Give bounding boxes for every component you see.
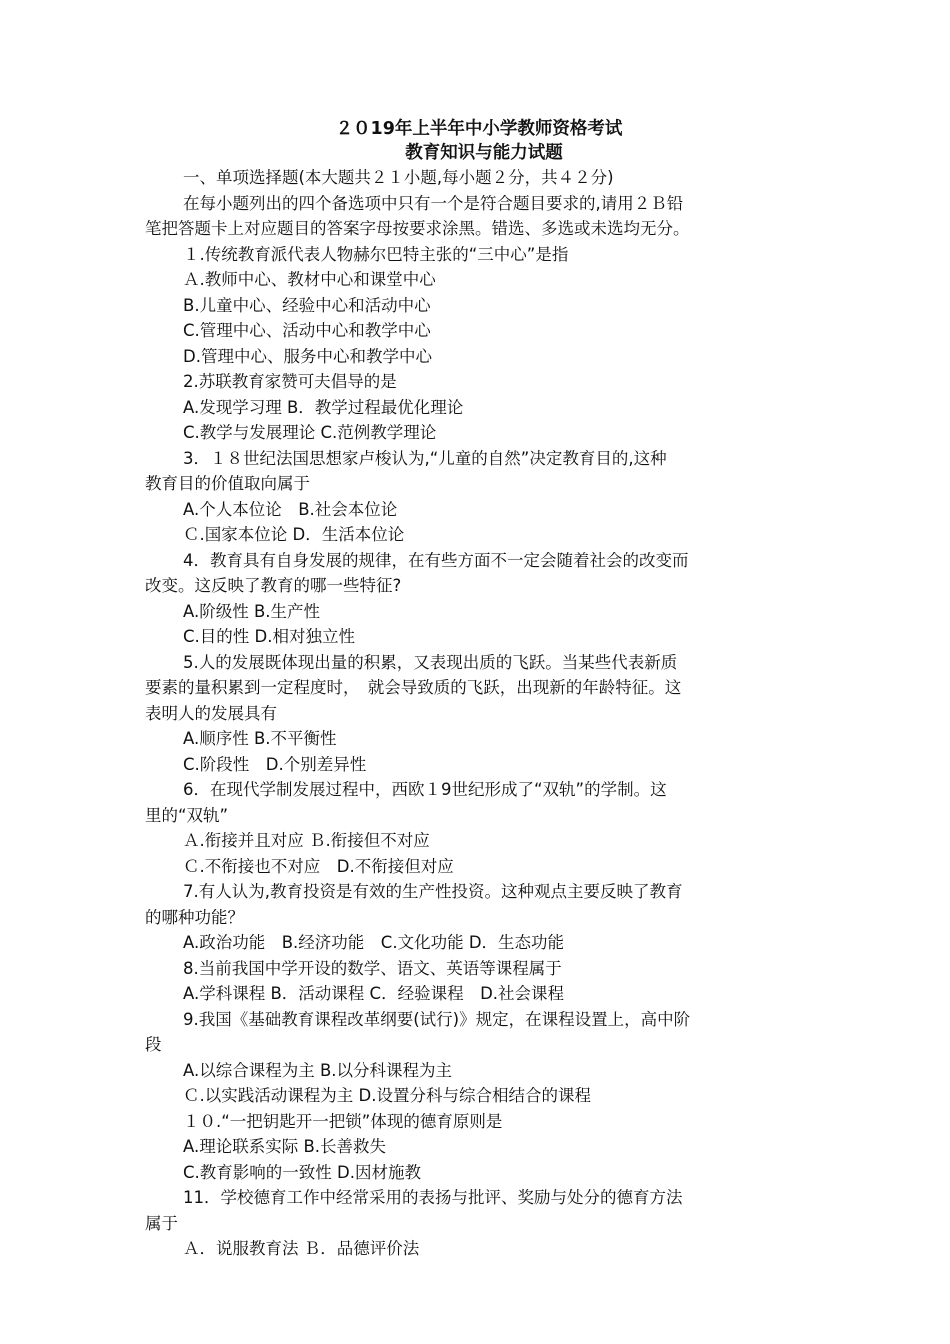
question-stem: 5.人的发展既体现出量的积累，又表现出质的飞跃。当某些代表新质	[183, 652, 678, 672]
answer-option: D.管理中心、服务中心和教学中心	[183, 346, 432, 366]
question-stem: 6．在现代学制发展过程中，西欧１9世纪形成了“双轨”的学制。这	[183, 780, 667, 799]
answer-option: A.发现学习理 B．教学过程最优化理论	[183, 397, 464, 417]
answer-option: A.以综合课程为主 B.以分科课程为主	[183, 1060, 453, 1080]
question-stem: 11．学校德育工作中经常采用的表扬与批评、奖励与处分的德育方法	[183, 1188, 683, 1207]
question-stem: 表明人的发展具有	[145, 703, 277, 723]
question-stem: 3．１８世纪法国思想家卢梭认为,“儿童的自然”决定教育目的,这种	[183, 448, 667, 468]
question-stem: 的哪种功能？	[145, 907, 244, 927]
question-stem: 7.有人认为,教育投资是有效的生产性投资。这种观点主要反映了教育	[183, 882, 683, 901]
question-stem: 要素的量积累到一定程度时， 就会导致质的飞跃，出现新的年龄特征。这	[145, 678, 682, 697]
answer-option: Ａ．说服教育法 Ｂ．品德评价法	[183, 1239, 420, 1258]
instructions-line-2: 笔把答题卡上对应题目的答案字母按要求涂黑。错选、多选或未选均无分。	[145, 219, 690, 238]
question-stem: 属于	[145, 1213, 178, 1233]
answer-option: A.学科课程 B．活动课程 C．经验课程 D.社会课程	[183, 984, 565, 1003]
exam-document	[145, 117, 805, 1262]
question-stem: 改变。这反映了教育的哪一些特征?	[145, 576, 402, 595]
answer-option: C.阶段性 D.个别差异性	[183, 754, 367, 774]
question-stem: 2.苏联教育家赞可夫倡导的是	[183, 372, 397, 391]
question-stem: 4．教育具有自身发展的规律，在有些方面不一定会随着社会的改变而	[183, 550, 689, 570]
answer-option: A.阶级性 B.生产性	[183, 601, 321, 621]
question-stem: 8.当前我国中学开设的数学、语文、英语等课程属于	[183, 958, 562, 978]
answer-option: C.管理中心、活动中心和教学中心	[183, 321, 431, 340]
question-stem: １.传统教育派代表人物赫尔巴特主张的“三中心”是指	[183, 244, 569, 264]
answer-option: C.教学与发展理论 C.范例教学理论	[183, 423, 437, 442]
question-stem: 9.我国《基础教育课程改革纲要(试行)》规定，在课程设置上，高中阶	[183, 1009, 691, 1029]
section-heading: 一、单项选择题(本大题共２１小题,每小题２分，共４２分)	[183, 168, 614, 187]
question-stem: 里的“双轨”	[145, 805, 229, 825]
question-list	[145, 242, 805, 1262]
question-stem: 段	[145, 1035, 162, 1054]
answer-option: Ｃ.不衔接也不对应 D.不衔接但对应	[183, 856, 454, 876]
answer-option: A.顺序性 B.不平衡性	[183, 729, 337, 748]
answer-option: Ａ.教师中心、教材中心和课堂中心	[183, 270, 436, 289]
exam-title: ２０19年上半年中小学教师资格考试	[335, 119, 623, 139]
answer-option: A.政治功能 B.经济功能 C.文化功能 D．生态功能	[183, 933, 565, 952]
answer-option: C.教育影响的一致性 D.因材施教	[183, 1162, 421, 1182]
answer-option: B.儿童中心、经验中心和活动中心	[183, 295, 431, 315]
question-stem: １０.“一把钥匙开一把锁”体现的德育原则是	[183, 1111, 503, 1131]
answer-option: A.个人本位论 B.社会本位论	[183, 499, 398, 519]
question-stem: 教育目的价值取向属于	[145, 474, 310, 493]
answer-option: Ａ.衔接并且对应 Ｂ.衔接但不对应	[183, 831, 430, 850]
answer-option: Ｃ.以实践活动课程为主 D.设置分科与综合相结合的课程	[183, 1086, 591, 1105]
answer-option: C.目的性 D.相对独立性	[183, 627, 355, 646]
answer-option: Ｃ.国家本位论 D．生活本位论	[183, 525, 405, 544]
exam-subtitle: 教育知识与能力试题	[405, 143, 563, 163]
answer-option: A.理论联系实际 B.长善救失	[183, 1137, 387, 1156]
instructions-line-1: 在每小题列出的四个备选项中只有一个是符合题目要求的,请用２Ｂ铅	[183, 193, 684, 213]
